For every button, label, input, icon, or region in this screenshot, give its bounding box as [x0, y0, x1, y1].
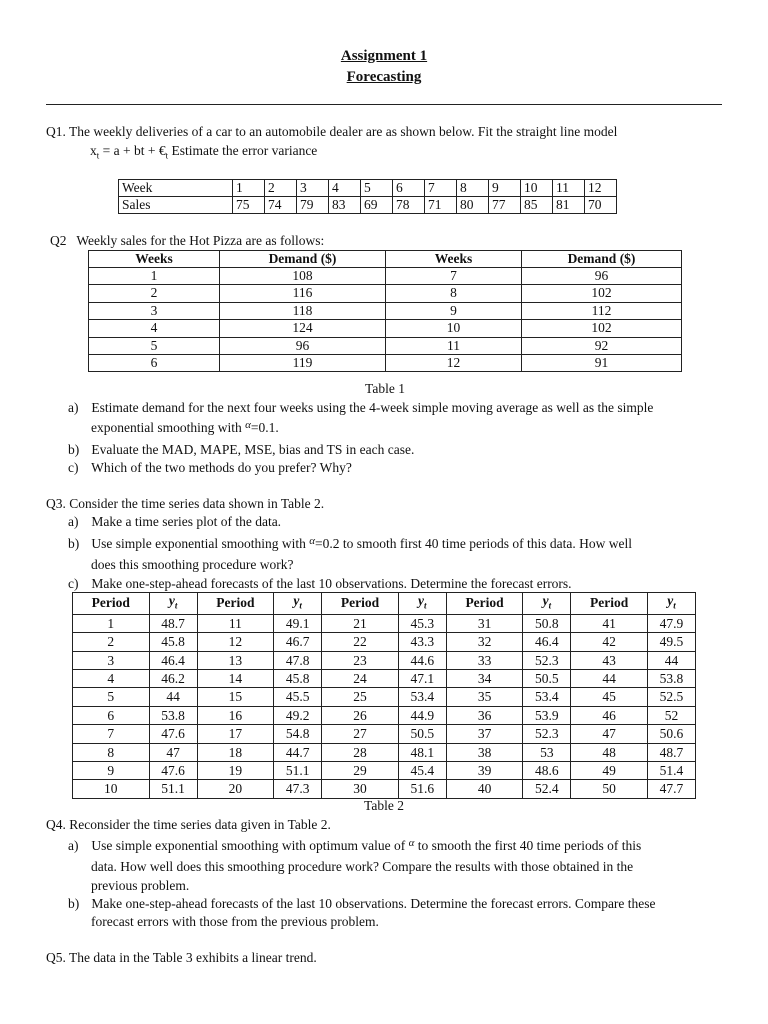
yt-cell: 53.9 [523, 706, 571, 724]
yt-cell: 48.1 [398, 743, 446, 761]
yt-cell: 44 [149, 688, 197, 706]
period-cell: 17 [197, 725, 274, 743]
period-header: Period [446, 593, 523, 615]
period-cell: 28 [322, 743, 399, 761]
period-cell: 31 [446, 614, 523, 632]
table-cell: 119 [220, 355, 386, 372]
q2-table [88, 250, 682, 372]
q2-header-row [89, 251, 682, 268]
table-row [73, 761, 696, 779]
yt-header: $y_t$ [647, 593, 695, 615]
yt-cell: 46.4 [523, 633, 571, 651]
q1-sales-cell: 83 [329, 197, 361, 214]
yt-cell: 47.9 [647, 614, 695, 632]
q1-sales-cell: 78 [393, 197, 425, 214]
table-cell: 92 [522, 337, 682, 354]
period-cell: 23 [322, 651, 399, 669]
period-cell: 30 [322, 780, 399, 798]
period-cell: 29 [322, 761, 399, 779]
page-subtitle: Forecasting [346, 69, 422, 85]
alpha-symbol: α [245, 419, 251, 431]
q1-table [118, 179, 617, 214]
period-cell: 10 [73, 780, 150, 798]
period-cell: 6 [73, 706, 150, 724]
period-header: Period [73, 593, 150, 615]
period-cell: 49 [571, 761, 648, 779]
table-cell: 91 [522, 355, 682, 372]
yt-cell: 47.6 [149, 761, 197, 779]
q1-week-cell: 7 [425, 180, 457, 197]
yt-cell: 52.5 [647, 688, 695, 706]
period-cell: 22 [322, 633, 399, 651]
period-cell: 11 [197, 614, 274, 632]
table-row [73, 706, 696, 724]
q1-week-cell: 11 [553, 180, 585, 197]
table-2-caption: Table 2 [364, 798, 404, 813]
yt-cell: 52 [647, 706, 695, 724]
yt-cell: 52.3 [523, 651, 571, 669]
q1-week-row [119, 180, 617, 197]
table-cell: 1 [89, 268, 220, 285]
period-cell: 9 [73, 761, 150, 779]
yt-cell: 43.3 [398, 633, 446, 651]
yt-cell: 45.5 [274, 688, 322, 706]
period-cell: 21 [322, 614, 399, 632]
period-cell: 25 [322, 688, 399, 706]
table-cell: 118 [220, 302, 386, 319]
q1-week-cell: 3 [297, 180, 329, 197]
q1-sales-cell: 70 [585, 197, 617, 214]
period-cell: 41 [571, 614, 648, 632]
period-cell: 27 [322, 725, 399, 743]
yt-cell: 47.1 [398, 669, 446, 687]
table-cell: 116 [220, 285, 386, 302]
period-cell: 36 [446, 706, 523, 724]
q2-header-cell: Demand ($) [522, 251, 682, 268]
yt-cell: 51.4 [647, 761, 695, 779]
yt-cell: 49.1 [274, 614, 322, 632]
period-cell: 2 [73, 633, 150, 651]
table-row [73, 633, 696, 651]
period-cell: 43 [571, 651, 648, 669]
yt-header: $y_t$ [149, 593, 197, 615]
q2-item-a: a) Estimate demand for the next four weeks using the 4-week simple moving average as well as the simple [68, 400, 654, 415]
yt-cell: 44.6 [398, 651, 446, 669]
yt-header: $y_t$ [398, 593, 446, 615]
table-cell: 10 [386, 320, 522, 337]
period-cell: 5 [73, 688, 150, 706]
period-cell: 33 [446, 651, 523, 669]
table-cell: 102 [522, 320, 682, 337]
q1-sales-cell: 79 [297, 197, 329, 214]
yt-cell: 47.6 [149, 725, 197, 743]
yt-cell: 44.7 [274, 743, 322, 761]
q1-week-cell: 12 [585, 180, 617, 197]
yt-cell: 46.7 [274, 633, 322, 651]
yt-cell: 53 [523, 743, 571, 761]
period-cell: 45 [571, 688, 648, 706]
period-cell: 37 [446, 725, 523, 743]
period-cell: 19 [197, 761, 274, 779]
yt-cell: 50.5 [398, 725, 446, 743]
period-cell: 38 [446, 743, 523, 761]
period-cell: 40 [446, 780, 523, 798]
page-title: Assignment 1 [340, 48, 428, 64]
yt-cell: 50.8 [523, 614, 571, 632]
q1-sales-cell: 74 [265, 197, 297, 214]
period-cell: 14 [197, 669, 274, 687]
q1-sales-cell: 80 [457, 197, 489, 214]
yt-cell: 54.8 [274, 725, 322, 743]
yt-cell: 44 [647, 651, 695, 669]
table-cell: 2 [89, 285, 220, 302]
table-row [73, 651, 696, 669]
q2-header-cell: Weeks [386, 251, 522, 268]
period-cell: 46 [571, 706, 648, 724]
q1-sales-cell: 85 [521, 197, 553, 214]
q1-text: Q1. The weekly deliveries of a car to an automobile dealer are as shown below. Fit the straight line model [46, 124, 618, 139]
table-row [89, 302, 682, 319]
table-row [73, 669, 696, 687]
yt-cell: 51.6 [398, 780, 446, 798]
period-cell: 34 [446, 669, 523, 687]
table-cell: 12 [386, 355, 522, 372]
yt-cell: 47.7 [647, 780, 695, 798]
table-row [89, 268, 682, 285]
q1-week-cell: 10 [521, 180, 553, 197]
q1-week-cell: 1 [233, 180, 265, 197]
yt-cell: 46.4 [149, 651, 197, 669]
yt-cell: 47 [149, 743, 197, 761]
period-cell: 32 [446, 633, 523, 651]
yt-cell: 52.3 [523, 725, 571, 743]
period-cell: 42 [571, 633, 648, 651]
q5-text: Q5. The data in the Table 3 exhibits a linear trend. [46, 950, 317, 965]
q1-week-cell: 6 [393, 180, 425, 197]
yt-header: $y_t$ [274, 593, 322, 615]
period-cell: 20 [197, 780, 274, 798]
period-cell: 1 [73, 614, 150, 632]
q4-item-a-cont2: previous problem. [91, 878, 190, 893]
yt-cell: 50.6 [647, 725, 695, 743]
period-cell: 47 [571, 725, 648, 743]
q2-item-b: b) Evaluate the MAD, MAPE, MSE, bias and TS in each case. [68, 442, 415, 457]
yt-cell: 45.8 [149, 633, 197, 651]
period-cell: 44 [571, 669, 648, 687]
q1-sales-label: Sales [119, 197, 233, 214]
table-row [89, 285, 682, 302]
q1-week-cell: 8 [457, 180, 489, 197]
period-cell: 18 [197, 743, 274, 761]
q2-header-cell: Demand ($) [220, 251, 386, 268]
table-cell: 96 [522, 268, 682, 285]
q1-formula: $x_t = a$ + bt + $€_t$ Estimate the error variance [90, 143, 318, 161]
yt-cell: 45.8 [274, 669, 322, 687]
period-cell: 8 [73, 743, 150, 761]
table-cell: 6 [89, 355, 220, 372]
period-header: Period [197, 593, 274, 615]
period-cell: 7 [73, 725, 150, 743]
table-row [89, 337, 682, 354]
q1-week-label: Week [119, 180, 233, 197]
table-row [89, 320, 682, 337]
yt-cell: 46.2 [149, 669, 197, 687]
period-cell: 16 [197, 706, 274, 724]
period-cell: 26 [322, 706, 399, 724]
q1-sales-cell: 69 [361, 197, 393, 214]
period-cell: 39 [446, 761, 523, 779]
period-cell: 50 [571, 780, 648, 798]
yt-cell: 47.3 [274, 780, 322, 798]
table-cell: 96 [220, 337, 386, 354]
q2-item-c: c) Which of the two methods do you prefer? Why? [68, 460, 352, 475]
table-cell: 4 [89, 320, 220, 337]
period-cell: 3 [73, 651, 150, 669]
q3-item-b: b) Use simple exponential smoothing with $^\alpha$=0.2 to smooth first 40 time periods of this data. How well [68, 535, 632, 551]
yt-cell: 51.1 [149, 780, 197, 798]
table-cell: 7 [386, 268, 522, 285]
yt-cell: 45.4 [398, 761, 446, 779]
yt-cell: 53.4 [398, 688, 446, 706]
period-cell: 48 [571, 743, 648, 761]
q2-text: Q2 Weekly sales for the Hot Pizza are as follows: [50, 233, 325, 248]
period-header: Period [322, 593, 399, 615]
yt-cell: 50.5 [523, 669, 571, 687]
q1-sales-cell: 77 [489, 197, 521, 214]
table-row [73, 725, 696, 743]
period-header: Period [571, 593, 648, 615]
yt-cell: 48.7 [149, 614, 197, 632]
table-cell: 5 [89, 337, 220, 354]
yt-cell: 53.4 [523, 688, 571, 706]
table-row [73, 743, 696, 761]
q3-item-c: c) Make one-step-ahead forecasts of the last 10 observations. Determine the forecast errors. [68, 576, 572, 591]
q1-week-cell: 9 [489, 180, 521, 197]
yt-cell: 52.4 [523, 780, 571, 798]
q1-sales-cell: 75 [233, 197, 265, 214]
q1-sales-cell: 81 [553, 197, 585, 214]
q4-item-b: b) Make one-step-ahead forecasts of the last 10 observations. Determine the forecast errors. Compare these [68, 896, 656, 911]
yt-cell: 48.7 [647, 743, 695, 761]
yt-cell: 49.5 [647, 633, 695, 651]
q3-item-a: a) Make a time series plot of the data. [68, 514, 282, 529]
table-cell: 9 [386, 302, 522, 319]
table-1-caption: Table 1 [365, 381, 405, 396]
q3-item-b-cont: does this smoothing procedure work? [91, 557, 294, 572]
period-cell: 15 [197, 688, 274, 706]
table-cell: 11 [386, 337, 522, 354]
table-row [89, 355, 682, 372]
q4-item-a-cont: data. How well does this smoothing procedure work? Compare the results with those obtained in the [91, 859, 634, 874]
yt-cell: 45.3 [398, 614, 446, 632]
table-cell: 112 [522, 302, 682, 319]
yt-cell: 53.8 [647, 669, 695, 687]
table-cell: 124 [220, 320, 386, 337]
period-cell: 35 [446, 688, 523, 706]
yt-cell: 47.8 [274, 651, 322, 669]
period-cell: 13 [197, 651, 274, 669]
q4-text: Q4. Reconsider the time series data given in Table 2. [46, 817, 331, 832]
table-2-body [73, 614, 696, 798]
alpha-symbol: α [309, 535, 316, 547]
period-cell: 4 [73, 669, 150, 687]
q3-text: Q3. Consider the time series data shown in Table 2. [46, 496, 325, 511]
q1-week-cell: 5 [361, 180, 393, 197]
table-cell: 8 [386, 285, 522, 302]
table-row [73, 688, 696, 706]
q2-header-cell: Weeks [89, 251, 220, 268]
table-cell: 102 [522, 285, 682, 302]
period-cell: 12 [197, 633, 274, 651]
table-row [73, 614, 696, 632]
q1-week-cell: 2 [265, 180, 297, 197]
table-2 [72, 592, 696, 799]
table-row [73, 780, 696, 798]
q1-sales-cell: 71 [425, 197, 457, 214]
table-cell: 3 [89, 302, 220, 319]
yt-header: $y_t$ [523, 593, 571, 615]
table-2-header-row [73, 593, 696, 615]
header-divider [46, 104, 722, 105]
period-cell: 24 [322, 669, 399, 687]
yt-cell: 49.2 [274, 706, 322, 724]
yt-cell: 53.8 [149, 706, 197, 724]
q2-item-a-cont: exponential smoothing with $^\alpha$=0.1. [91, 419, 279, 435]
yt-cell: 44.9 [398, 706, 446, 724]
q1-week-cell: 4 [329, 180, 361, 197]
yt-cell: 48.6 [523, 761, 571, 779]
yt-cell: 51.1 [274, 761, 322, 779]
q4-item-b-cont: forecast errors with those from the previous problem. [91, 914, 379, 929]
table-cell: 108 [220, 268, 386, 285]
q1-sales-row [119, 197, 617, 214]
alpha-symbol: α [408, 837, 415, 849]
q4-item-a: a) Use simple exponential smoothing with optimum value of $^\alpha$ to smooth the first 40 time periods of this [68, 837, 642, 853]
